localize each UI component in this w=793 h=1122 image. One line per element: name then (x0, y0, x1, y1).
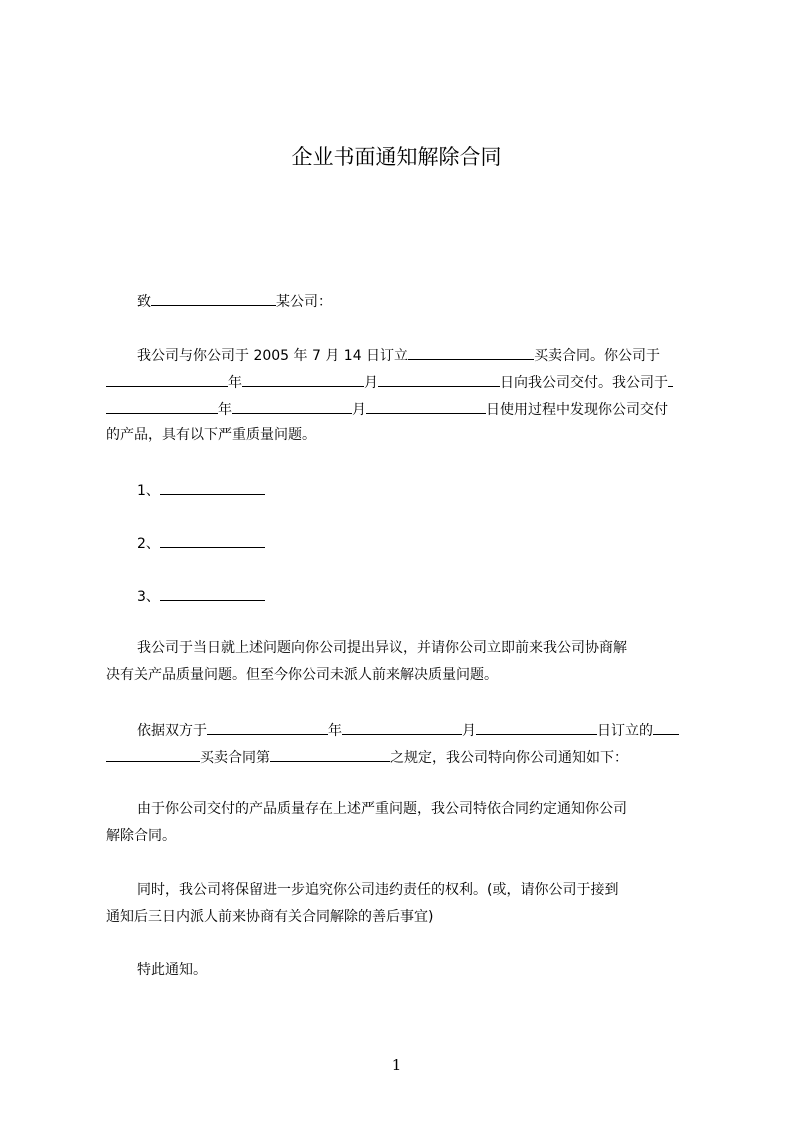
salutation-suffix: 某公司： (276, 294, 332, 310)
para5-line2: 通知后三日内派人前来协商有关合同解除的善后事宜) (106, 909, 434, 925)
blank-use-month (232, 398, 352, 414)
blank-item-1 (160, 479, 265, 495)
blank-clause (270, 746, 390, 762)
blank-delivery-year (106, 371, 228, 387)
item-number-3: 3、 (137, 589, 160, 605)
salutation-prefix: 致 (137, 294, 151, 310)
para1-year-2: 年 (218, 402, 232, 418)
closing: 特此通知。 (137, 962, 207, 978)
blank-signed-month (342, 719, 462, 735)
para3-text-b: 买卖合同第 (200, 750, 270, 766)
para3-text-a: 依据双方于 (137, 723, 207, 739)
blank-delivery-day (378, 371, 500, 387)
para1-found: 日使用过程中发现你公司交付 (486, 402, 668, 418)
para3-line2 (106, 746, 628, 768)
blank-item-2 (160, 532, 265, 548)
para1-text-a: 我公司与你公司于 2005 年 7 月 14 日订立 (137, 348, 409, 364)
blank-company (151, 290, 276, 306)
blank-delivery-month (242, 371, 364, 387)
item-number-2: 2、 (137, 536, 160, 552)
item-number-1: 1、 (137, 483, 160, 499)
blank-signed-year (207, 719, 328, 735)
blank-signed-day (476, 719, 597, 735)
para1-text-b: 买卖合同。你公司于 (534, 348, 661, 364)
blank-use-year (106, 398, 218, 414)
para1-line2 (106, 371, 673, 393)
blank-contract-name (106, 746, 200, 762)
para3-text-c: 之规定，我公司特向你公司通知如下： (390, 750, 628, 766)
blank-contract (408, 344, 534, 360)
para2-line2: 决有关产品质量问题。但至今你公司未派人前来解决质量问题。 (106, 667, 498, 683)
para1-month-2: 月 (352, 402, 366, 418)
para3-year: 年 (328, 723, 342, 739)
para1-line1 (137, 344, 660, 366)
list-item (137, 532, 265, 554)
para3-month: 月 (462, 723, 476, 739)
para1-year: 年 (228, 375, 242, 391)
blank-item-3 (160, 585, 265, 601)
blank-tail (668, 371, 673, 387)
salutation (137, 290, 332, 312)
para5-line1: 同时，我公司将保留进一步追究你公司违约责任的权利。(或，请你公司于接到 (137, 882, 619, 898)
para4-line1: 由于你公司交付的产品质量存在上述严重问题，我公司特依合同约定通知你公司 (137, 801, 627, 817)
blank-contract-start (653, 719, 679, 735)
para3-signed: 日订立的 (597, 723, 653, 739)
document-title: 企业书面通知解除合同 (291, 145, 502, 169)
para2-line1: 我公司于当日就上述问题向你公司提出异议，并请你公司立即前来我公司协商解 (137, 640, 627, 656)
para1-line3 (106, 398, 668, 420)
para1-line4: 的产品，具有以下严重质量问题。 (106, 427, 316, 443)
list-item (137, 479, 265, 501)
para1-delivered: 日向我公司交付。我公司于 (500, 375, 668, 391)
page-number: 1 (391, 1056, 402, 1074)
para3-line1 (137, 719, 679, 741)
blank-use-day (366, 398, 486, 414)
para1-month: 月 (364, 375, 378, 391)
para4-line2: 解除合同。 (106, 828, 176, 844)
list-item (137, 585, 265, 607)
